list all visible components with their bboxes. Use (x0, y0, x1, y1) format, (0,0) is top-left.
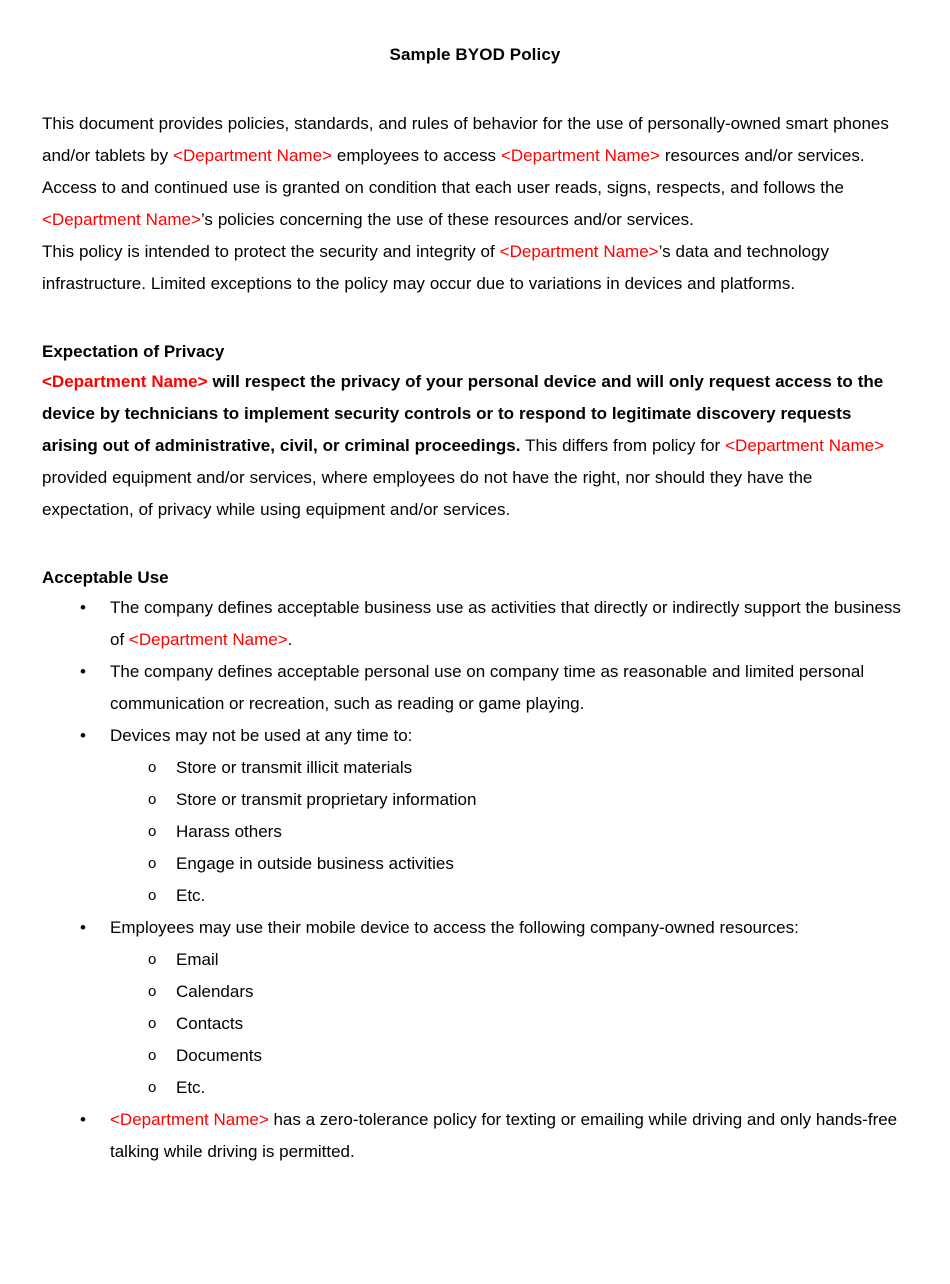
intro-p2-text-a: This policy is intended to protect the security and integrity of (42, 242, 500, 261)
section-gap-privacy (42, 300, 908, 338)
sub-bullet-marker-icon: o (148, 1015, 157, 1032)
sub-list-item-label: Documents (176, 1046, 262, 1065)
intro-p1-text-a: This document provides policies, standards, and rules of behavior for the use of personally-owned smart phones and/or tablets by (42, 114, 889, 165)
section-gap-acceptable-use (42, 526, 908, 564)
bullet-marker-icon: • (80, 662, 86, 681)
sub-list-item (42, 1008, 908, 1040)
sub-list-item (42, 784, 908, 816)
intro-p1-text-d: ’s policies concerning the use of these resources and/or services. (200, 210, 694, 229)
intro-p2-text-b: ’s data and technology infrastructure. Limited exceptions to the policy may occur due to variations in devices and platforms. (42, 242, 830, 293)
department-placeholder: <Department Name> (42, 372, 208, 391)
sub-bullet-marker-icon: o (148, 887, 157, 904)
intro-paragraph-1 (42, 108, 908, 236)
bullet-marker-icon: • (80, 918, 86, 937)
sub-list (42, 752, 908, 912)
privacy-bold-text: will respect the privacy of your personal device and will only request access to the device by technicians to implement security controls or to respond to legitimate discovery requests arising out of administrative, civil, or criminal proceedings. (42, 372, 884, 455)
department-placeholder: <Department Name> (499, 242, 659, 261)
sub-list-item (42, 1072, 908, 1104)
sub-bullet-marker-icon: o (148, 951, 157, 968)
department-placeholder: <Department Name> (110, 1110, 269, 1129)
sub-list-item (42, 944, 908, 976)
page-title: Sample BYOD Policy (389, 45, 561, 64)
department-placeholder: <Department Name> (173, 146, 332, 165)
sub-list-item-label: Store or transmit illicit materials (176, 758, 413, 777)
bullet-marker-icon: • (80, 726, 86, 745)
heading-acceptable-use: Acceptable Use (42, 568, 169, 587)
sub-bullet-marker-icon: o (148, 1047, 157, 1064)
list-item-label: Employees may use their mobile device to access the following company-owned resources: (110, 918, 799, 937)
list-item (42, 720, 908, 752)
sub-bullet-marker-icon: o (148, 791, 157, 808)
sub-list-item (42, 880, 908, 912)
bullet-marker-icon: • (80, 1110, 86, 1129)
department-placeholder: <Department Name> (42, 210, 201, 229)
privacy-normal-text-a: This differs from policy for (520, 436, 726, 455)
sub-list-item (42, 1040, 908, 1072)
privacy-normal-text-b: provided equipment and/or services, where employees do not have the right, nor should they have the expectation, of privacy while using equipment and/or services. (42, 468, 813, 519)
sub-list-item-label: Email (176, 950, 219, 969)
department-placeholder: <Department Name> (725, 436, 885, 455)
sub-list-item (42, 752, 908, 784)
list-item (42, 592, 908, 656)
list-item (42, 656, 908, 720)
list-item-label: The company defines acceptable business use as activities that directly or indirectly support the business of (110, 598, 901, 649)
sub-bullet-marker-icon: o (148, 855, 157, 872)
sub-list-item-label: Harass others (176, 822, 282, 841)
department-placeholder: <Department Name> (500, 146, 660, 165)
intro-paragraph-2 (42, 236, 908, 300)
sub-bullet-marker-icon: o (148, 983, 157, 1000)
sub-list-item-label: Etc. (176, 886, 206, 905)
privacy-paragraph (42, 366, 908, 526)
list-item-label: The company defines acceptable personal use on company time as reasonable and limited personal communication or recreation, such as reading or game playing. (110, 662, 865, 713)
sub-bullet-marker-icon: o (148, 759, 157, 776)
sub-list (42, 944, 908, 1104)
sub-list-item (42, 816, 908, 848)
acceptable-use-list (42, 592, 908, 1168)
sub-bullet-marker-icon: o (148, 823, 157, 840)
sub-bullet-marker-icon: o (148, 1079, 157, 1096)
list-item (42, 912, 908, 944)
sub-list-item-label: Contacts (176, 1014, 244, 1033)
sub-list-item (42, 848, 908, 880)
sub-list-item (42, 976, 908, 1008)
list-item-label-tail: . (287, 630, 293, 649)
sub-list-item-label: Etc. (176, 1078, 206, 1097)
department-placeholder: <Department Name> (128, 630, 288, 649)
list-item-label: Devices may not be used at any time to: (110, 726, 413, 745)
bullet-marker-icon: • (80, 598, 86, 617)
sub-list-item-label: Store or transmit proprietary information (176, 790, 477, 809)
list-item-label-tail: has a zero-tolerance policy for texting or emailing while driving and only hands-free talking while driving is permitted. (110, 1110, 898, 1161)
title-spacer (42, 66, 908, 108)
list-item (42, 1104, 908, 1168)
document-content (42, 44, 908, 1168)
sub-list-item-label: Calendars (176, 982, 254, 1001)
intro-p1-text-c: resources and/or services. Access to and continued use is granted on condition that each user reads, signs, respects, and follows the (42, 146, 865, 197)
heading-expectation-of-privacy: Expectation of Privacy (42, 342, 225, 361)
sub-list-item-label: Engage in outside business activities (176, 854, 454, 873)
intro-p1-text-b: employees to access (331, 146, 501, 165)
